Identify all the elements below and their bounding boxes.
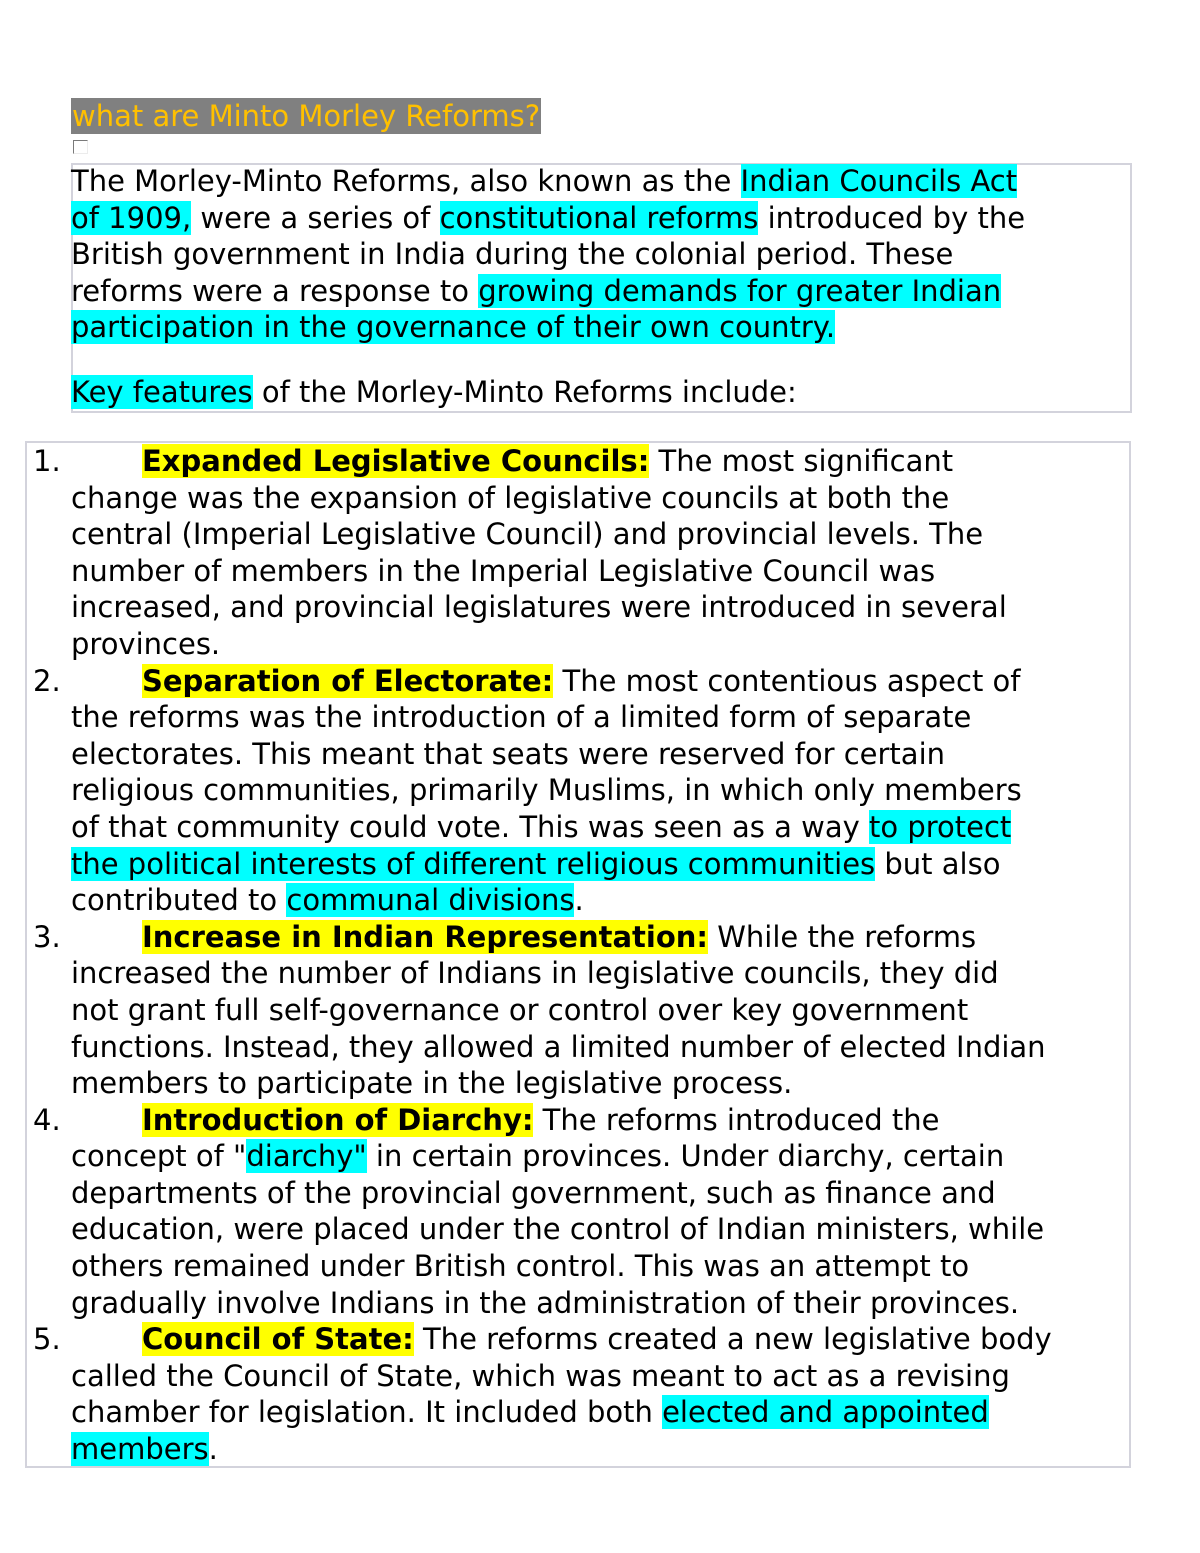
- text-run: concept of ": [71, 1139, 247, 1174]
- highlight-cyan: elected and appointed: [662, 1395, 989, 1430]
- key-features-line: [71, 374, 1141, 411]
- text-line: number of members in the Imperial Legislative Council was: [71, 553, 936, 588]
- text-run: While the reforms: [708, 919, 977, 954]
- list-number: 1.: [33, 444, 61, 478]
- highlight-cyan: participation in the governance of their own country.: [71, 310, 836, 345]
- text-line: not grant full self-governance or control over key government: [71, 992, 969, 1027]
- feature-heading: Expanded Legislative Councils:: [142, 444, 650, 478]
- text-line: religious communities, primarily Muslims, in which only members: [71, 773, 1022, 808]
- highlight-cyan: the political interests of different religious communities: [71, 846, 876, 881]
- highlight-cyan: members: [71, 1432, 209, 1467]
- text-run: were a series of: [191, 200, 440, 235]
- text-line: change was the expansion of legislative councils at both the: [71, 480, 950, 515]
- list-number: 3.: [33, 919, 61, 954]
- feature-heading: Council of State:: [142, 1322, 414, 1357]
- text-line: electorates. This meant that seats were reserved for certain: [71, 736, 946, 771]
- highlight-cyan: to protect: [868, 809, 1012, 844]
- text-line: increased, and provincial legislatures were introduced in several: [71, 590, 1007, 625]
- highlight-cyan: Indian Councils Act: [740, 164, 1018, 198]
- intro-line: [71, 236, 1141, 273]
- intro-line: [71, 309, 1141, 346]
- text-run: of that community could vote. This was seen as a way: [71, 809, 869, 844]
- highlight-cyan: Key features: [71, 374, 253, 409]
- list-item: [33, 919, 1141, 1102]
- document-title: what are Minto Morley Reforms?: [72, 99, 541, 133]
- text-run: chamber for legislation. It included both: [71, 1395, 663, 1430]
- intro-paragraph: [71, 163, 1141, 411]
- intro-line: [71, 163, 1141, 200]
- text-run: in certain provinces. Under diarchy, certain: [366, 1139, 1005, 1174]
- text-run: The Morley-Minto Reforms, also known as the: [71, 164, 741, 198]
- text-line: increased the number of Indians in legislative councils, they did: [71, 956, 999, 991]
- intro-line: [71, 273, 1141, 310]
- text-run: British government in India during the colonial period. These: [71, 237, 954, 272]
- list-item: [33, 1102, 1141, 1322]
- text-run: The most contentious aspect of: [553, 663, 1021, 698]
- list-item: [33, 663, 1141, 919]
- highlight-cyan: growing demands for greater Indian: [478, 273, 1002, 308]
- text-run: contributed to: [71, 883, 287, 918]
- text-run: of the Morley-Minto Reforms include:: [252, 374, 797, 409]
- highlight-cyan: of 1909,: [71, 200, 192, 235]
- text-run: The reforms introduced the: [533, 1102, 940, 1137]
- text-run: reforms were a response to: [71, 273, 479, 308]
- text-line: others remained under British control. This was an attempt to: [71, 1249, 970, 1284]
- text-run: The reforms created a new legislative body: [413, 1322, 1052, 1357]
- text-run: but also: [875, 846, 1001, 881]
- text-line: gradually involve Indians in the administration of their provinces.: [71, 1285, 1020, 1320]
- text-line: departments of the provincial government, such as finance and: [71, 1175, 996, 1210]
- feature-heading: Introduction of Diarchy:: [142, 1102, 534, 1137]
- text-line: provinces.: [71, 626, 221, 661]
- text-line: the reforms was the introduction of a limited form of separate: [71, 700, 972, 735]
- text-line: members to participate in the legislative process.: [71, 1066, 793, 1101]
- text-run: The most significant: [649, 444, 954, 478]
- text-line: functions. Instead, they allowed a limited number of elected Indian: [71, 1029, 1046, 1064]
- list-number: 5.: [33, 1322, 61, 1357]
- list-number: 4.: [33, 1102, 61, 1137]
- highlight-cyan: diarchy": [246, 1139, 367, 1174]
- feature-heading: Increase in Indian Representation:: [142, 919, 709, 954]
- text-run: .: [574, 883, 584, 918]
- text-line: education, were placed under the control of Indian ministers, while: [71, 1212, 1045, 1247]
- text-run: .: [208, 1432, 218, 1467]
- highlight-cyan: communal divisions: [286, 883, 575, 918]
- text-line: called the Council of State, which was meant to act as a revising: [71, 1358, 1010, 1393]
- features-list: [33, 443, 1141, 1468]
- list-item: [33, 443, 1141, 663]
- highlight-cyan: constitutional reforms: [439, 200, 759, 235]
- list-number: 2.: [33, 663, 61, 698]
- list-item: [33, 1321, 1141, 1467]
- feature-heading: Separation of Electorate:: [142, 663, 554, 698]
- checkbox-placeholder-icon: [73, 140, 88, 154]
- intro-line: [71, 200, 1141, 237]
- text-line: central (Imperial Legislative Council) and provincial levels. The: [71, 517, 984, 552]
- text-run: introduced by the: [758, 200, 1026, 235]
